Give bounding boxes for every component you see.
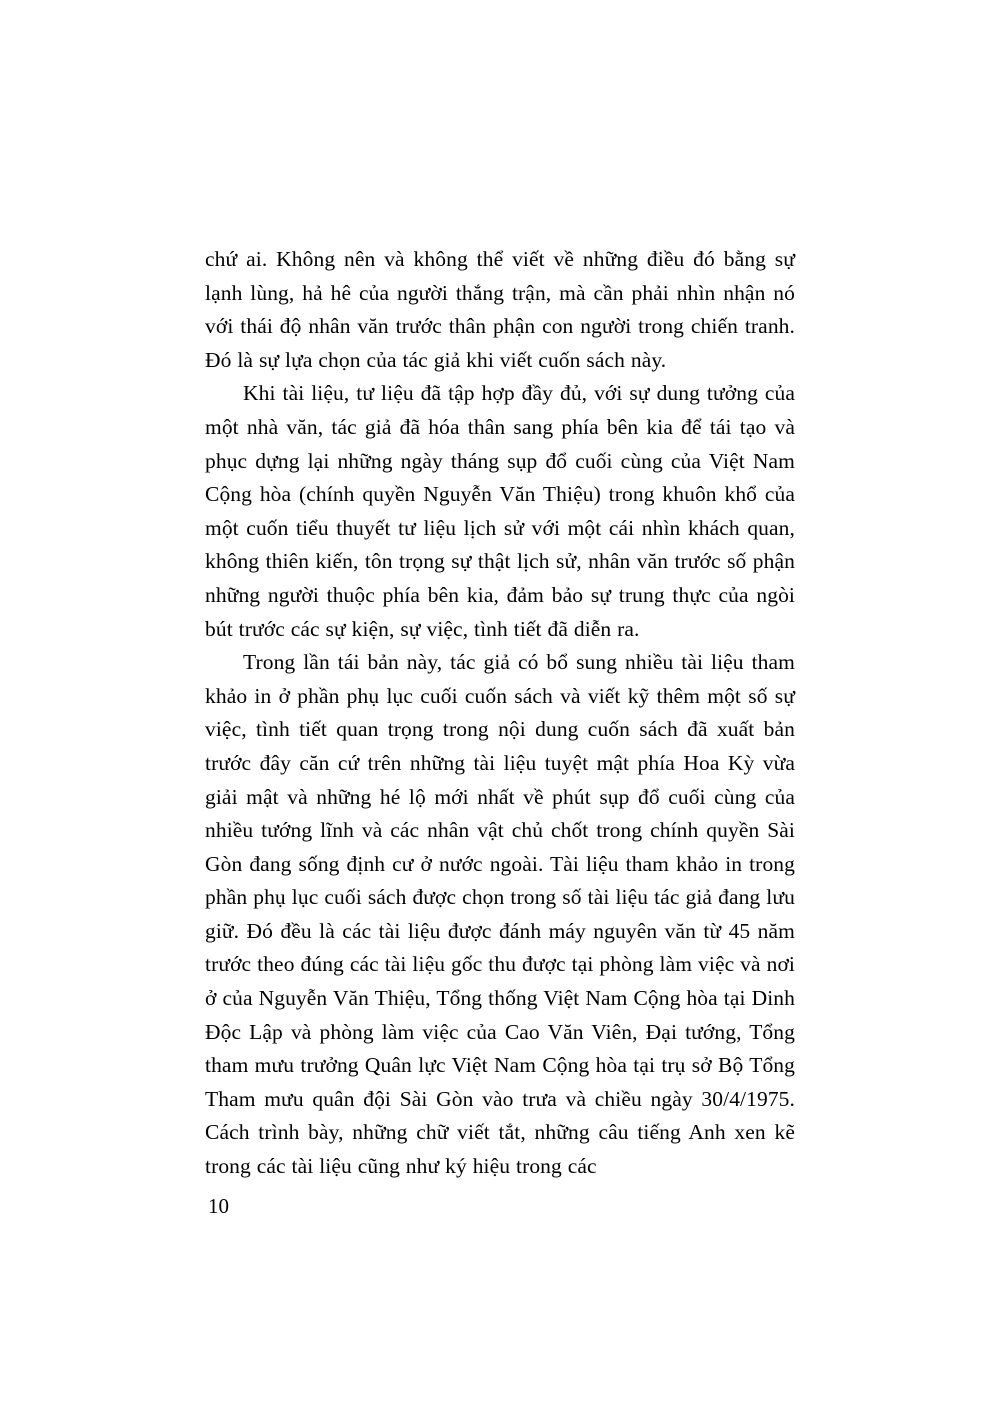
body-text <box>205 243 795 1184</box>
page-number: 10 <box>208 1194 229 1218</box>
paragraph-2: Khi tài liệu, tư liệu đã tập hợp đầy đủ, với sự dung tưởng của một nhà văn, tác giả đã hóa thân sang phía bên kia để tái tạo và phục dựng lại những ngày tháng sụp đổ cuối cùng của Việt Nam Cộng hòa (chính quyền Nguyễn Văn Thiệu) trong khuôn khổ của một cuốn tiểu thuyết tư liệu lịch sử với một cái nhìn khách quan, không thiên kiến, tôn trọng sự thật lịch sử, nhân văn trước số phận những người thuộc phía bên kia, đảm bảo sự trung thực của ngòi bút trước các sự kiện, sự việc, tình tiết đã diễn ra. <box>205 381 795 641</box>
paragraph-1: chứ ai. Không nên và không thể viết về những điều đó bằng sự lạnh lùng, hả hê của người thắng trận, mà cần phải nhìn nhận nó với thái độ nhân văn trước thân phận con người trong chiến tranh. Đó là sự lựa chọn của tác giả khi viết cuốn sách này. <box>205 247 795 372</box>
paragraph-3: Trong lần tái bản này, tác giả có bổ sung nhiều tài liệu tham khảo in ở phần phụ lục cuối cuốn sách và viết kỹ thêm một số sự việc, tình tiết quan trọng trong nội dung cuốn sách đã xuất bản trước đây căn cứ trên những tài liệu tuyệt mật phía Hoa Kỳ vừa giải mật và những hé lộ mới nhất về phút sụp đổ cuối cùng của nhiều tướng lĩnh và các nhân vật chủ chốt trong chính quyền Sài Gòn đang sống định cư ở nước ngoài. Tài liệu tham khảo in trong phần phụ lục cuối sách được chọn trong số tài liệu tác giả đang lưu giữ. Đó đều là các tài liệu được đánh máy nguyên văn từ 45 năm trước theo đúng các tài liệu gốc thu được tại phòng làm việc và nơi ở của Nguyễn Văn Thiệu, Tổng thống Việt Nam Cộng hòa tại Dinh Độc Lập và phòng làm việc của Cao Văn Viên, Đại tướng, Tổng tham mưu trưởng Quân lực Việt Nam Cộng hòa tại trụ sở Bộ Tổng Tham mưu quân đội Sài Gòn vào trưa và chiều ngày 30/4/1975. Cách trình bày, những chữ viết tắt, những câu tiếng Anh xen kẽ trong các tài liệu cũng như ký hiệu trong các <box>205 650 795 1179</box>
